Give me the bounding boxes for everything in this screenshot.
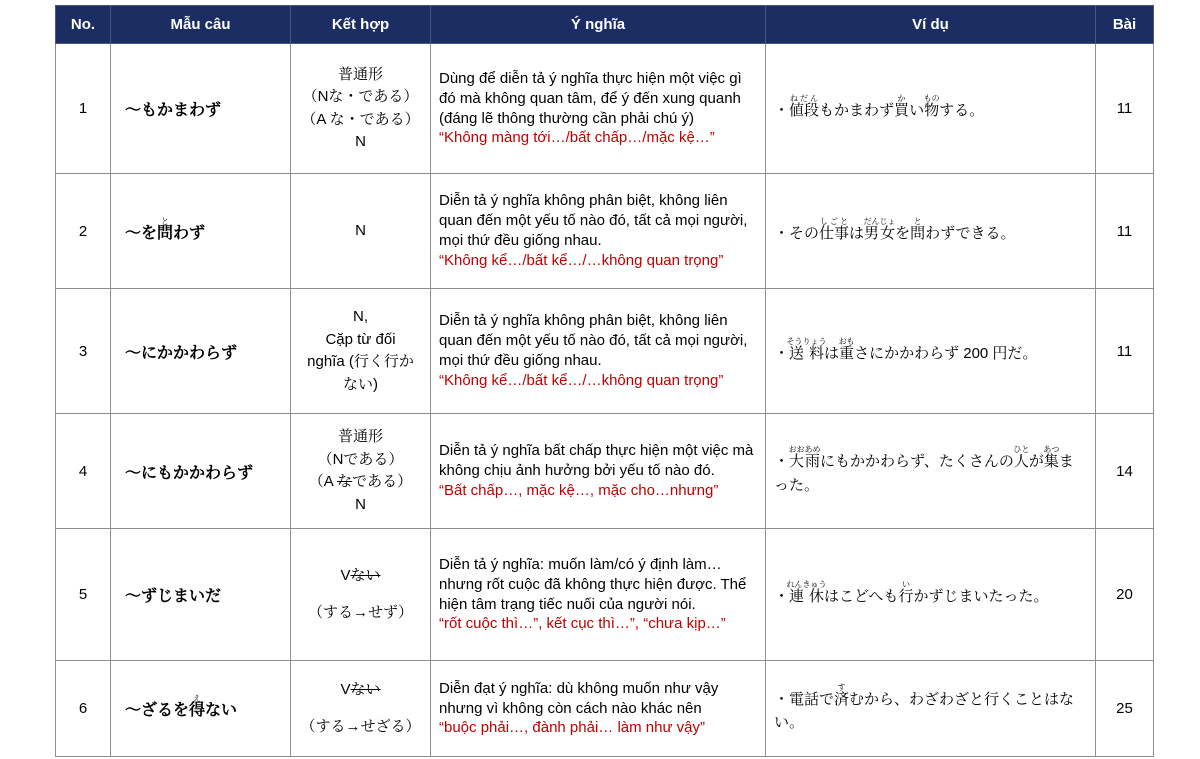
row-number: 5 (56, 529, 111, 661)
meaning-text: Diễn tả ý nghĩa không phân biệt, không liên quan đến một yếu tố nào đó, tất cả mọi người, mọi thứ đều giống nhau. (439, 192, 748, 249)
header-conjugation: Kết hợp (291, 6, 431, 44)
pattern-cell: ～にもかかわらず (111, 414, 291, 529)
example-cell: ・その仕事しごとは男女だんじょを問とわずできる。 (766, 174, 1096, 289)
meaning-cell (431, 529, 766, 661)
lesson-number: 20 (1096, 529, 1154, 661)
lesson-number: 14 (1096, 414, 1154, 529)
row-number: 6 (56, 661, 111, 757)
table-header (56, 6, 1154, 44)
table-row (56, 174, 1154, 289)
meaning-cell (431, 414, 766, 529)
header-lesson: Bài (1096, 6, 1154, 44)
table-row (56, 414, 1154, 529)
meaning-text: Diễn tả ý nghĩa bất chấp thực hiện một việc mà không chịu ảnh hưởng bởi yếu tố nào đó. (439, 442, 754, 480)
meaning-translation: “Bất chấp…, mặc kệ…, mặc cho…nhưng” (439, 481, 719, 499)
header-no: No. (56, 6, 111, 44)
header-pattern: Mẫu câu (111, 6, 291, 44)
grammar-table (55, 5, 1154, 757)
header-meaning: Ý nghĩa (431, 6, 766, 44)
header-example: Ví dụ (766, 6, 1096, 44)
pattern-cell: ～もかまわず (111, 44, 291, 174)
table-row (56, 44, 1154, 174)
table-row (56, 661, 1154, 757)
lesson-number: 11 (1096, 174, 1154, 289)
meaning-cell (431, 44, 766, 174)
conjugation-cell: 普通形 （Nである） （A なである） N (291, 414, 431, 529)
example-cell: ・大雨おおあめにもかかわらず、たくさんの人ひとが集あつまった。 (766, 414, 1096, 529)
table-body (56, 44, 1154, 757)
meaning-translation: “Không kể…/bất kể…/…không quan trọng” (439, 251, 724, 269)
meaning-translation: “buộc phải…, đành phải… làm như vậy” (439, 719, 706, 737)
meaning-text: Dùng để diễn tả ý nghĩa thực hiện một việc gì đó mà không quan tâm, để ý đến xung quanh (đáng lẽ thông thường cần phải chú ý) (439, 69, 742, 127)
pattern-cell: ～ずじまいだ (111, 529, 291, 661)
pattern-cell: ～ざるを得えない (111, 661, 291, 757)
table-row (56, 529, 1154, 661)
row-number: 2 (56, 174, 111, 289)
meaning-translation: “Không màng tới…/bất chấp…/mặc kệ…” (439, 129, 715, 147)
meaning-cell (431, 174, 766, 289)
pattern-cell: ～を問とわず (111, 174, 291, 289)
row-number: 4 (56, 414, 111, 529)
example-cell: ・送料そうりょうは重おもさにかかわらず 200 円だ。 (766, 289, 1096, 414)
example-cell: ・電話で済すむから、わざわざと行くことはない。 (766, 661, 1096, 757)
meaning-translation: “rốt cuộc thì…”, kết cục thì…”, “chưa kịp…” (439, 615, 726, 633)
meaning-text: Diễn đạt ý nghĩa: dù không muốn như vậy nhưng vì không còn cách nào khác nên (439, 679, 719, 717)
table-row (56, 289, 1154, 414)
conjugation-cell: 普通形 （Nな・である） （A な・である） N (291, 44, 431, 174)
pattern-cell: ～にかかわらず (111, 289, 291, 414)
lesson-number: 25 (1096, 661, 1154, 757)
lesson-number: 11 (1096, 289, 1154, 414)
lesson-number: 11 (1096, 44, 1154, 174)
conjugation-cell: N (291, 174, 431, 289)
row-number: 3 (56, 289, 111, 414)
meaning-text: Diễn tả ý nghĩa không phân biệt, không liên quan đến một yếu tố nào đó, tất cả mọi người, mọi thứ đều giống nhau. (439, 312, 748, 369)
header-row (56, 6, 1154, 44)
meaning-cell (431, 289, 766, 414)
conjugation-cell: Vない （する→せざる） (291, 661, 431, 757)
example-cell: ・連休れんきゅうはこどへも行いかずじまいたった。 (766, 529, 1096, 661)
meaning-text: Diễn tả ý nghĩa: muốn làm/có ý định làm… nhưng rốt cuộc đã không thực hiện được. Thể hiện tâm trạng tiếc nuối của người nói. (439, 555, 747, 613)
conjugation-cell: Vない （する→せず） (291, 529, 431, 661)
meaning-cell (431, 661, 766, 757)
meaning-translation: “Không kể…/bất kể…/…không quan trọng” (439, 371, 724, 389)
row-number: 1 (56, 44, 111, 174)
conjugation-cell: N, Cặp từ đối nghĩa (行く行か ない) (291, 289, 431, 414)
example-cell: ・値段ねだんもかまわず買かい物ものする。 (766, 44, 1096, 174)
